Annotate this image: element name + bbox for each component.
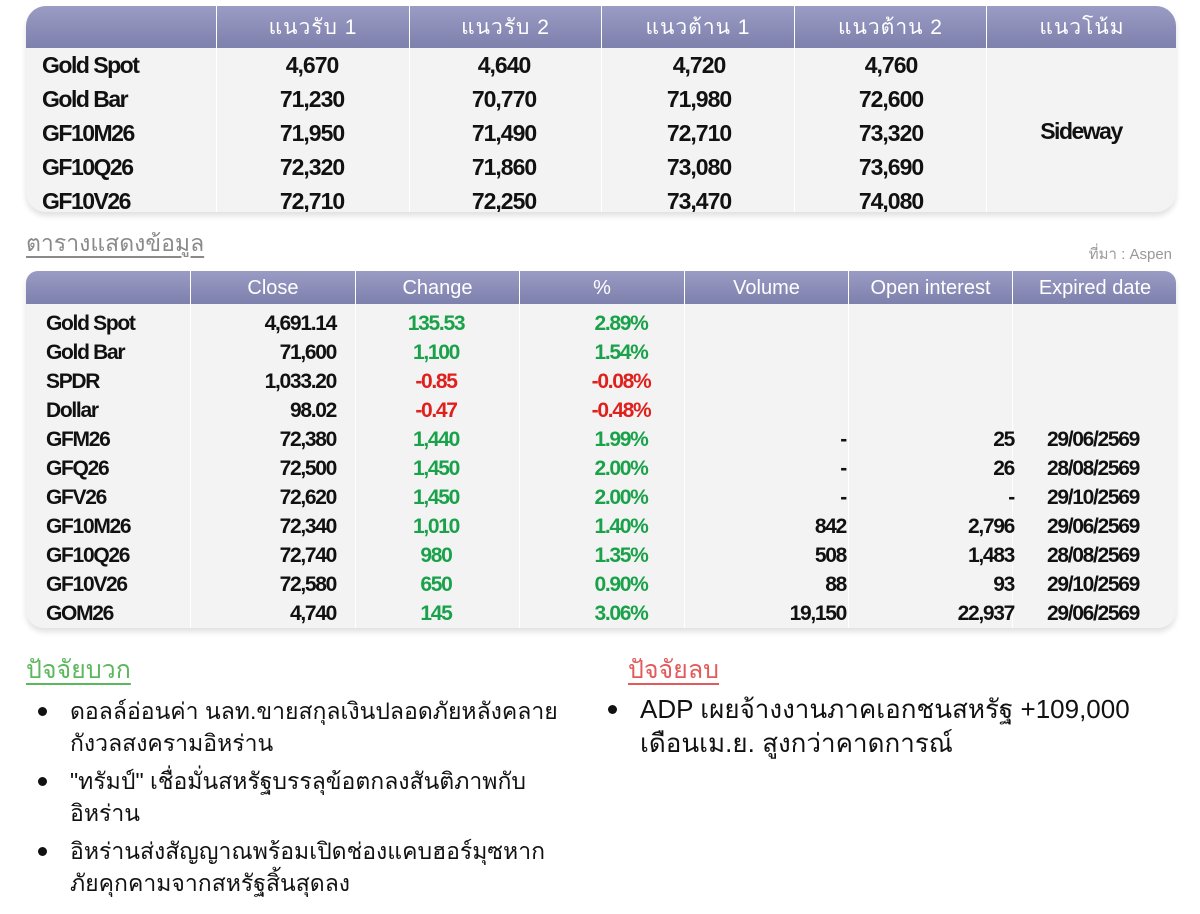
bullet-icon bbox=[38, 847, 47, 856]
change-value: -0.47 bbox=[415, 399, 457, 422]
change-value: 1,010 bbox=[412, 515, 460, 538]
header-expired-date: Expired date bbox=[1012, 271, 1176, 304]
volume-value: - bbox=[840, 486, 846, 509]
header-support-1: แนวรับ 1 bbox=[216, 6, 409, 48]
positive-factors-title: ปัจจัยบวก bbox=[26, 656, 131, 684]
table-row bbox=[26, 599, 1176, 628]
market-data-header bbox=[26, 271, 1176, 304]
table-row bbox=[26, 184, 1176, 212]
volume-value bbox=[716, 338, 846, 367]
resistance-2-value: 74,080 bbox=[858, 188, 924, 212]
volume-value: - bbox=[840, 428, 846, 451]
resistance-2-value: 73,690 bbox=[858, 154, 924, 180]
row-name: GF10V26 bbox=[42, 188, 130, 212]
volume-value: 842 bbox=[814, 515, 846, 538]
open-interest-value: - bbox=[1008, 486, 1014, 509]
expired-date-value: 29/06/2569 bbox=[1046, 515, 1140, 538]
table-row bbox=[26, 396, 1176, 425]
bullet-icon bbox=[38, 777, 47, 786]
support-1-value: 71,950 bbox=[279, 120, 345, 146]
volume-value: - bbox=[840, 457, 846, 480]
volume-value bbox=[716, 309, 846, 338]
support-1-value: 71,230 bbox=[279, 86, 345, 112]
support-2-value: 70,770 bbox=[471, 86, 537, 112]
support-2-value: 71,860 bbox=[471, 154, 537, 180]
resistance-1-value: 73,470 bbox=[666, 188, 732, 212]
list-item bbox=[30, 765, 570, 829]
support-resistance-table bbox=[26, 6, 1176, 212]
open-interest-value: 1,483 bbox=[967, 544, 1014, 567]
header-trend: แนวโน้ม bbox=[986, 6, 1176, 48]
open-interest-value: 25 bbox=[993, 428, 1014, 451]
header-resistance-2: แนวต้าน 2 bbox=[794, 6, 986, 48]
table-row bbox=[26, 48, 1176, 82]
close-value: 1,033.20 bbox=[264, 370, 336, 393]
percent-value: 2.89% bbox=[594, 312, 648, 335]
expired-date-value bbox=[1018, 338, 1168, 367]
row-name: GFV26 bbox=[46, 486, 107, 509]
percent-value: 2.00% bbox=[594, 457, 648, 480]
list-item bbox=[30, 695, 570, 759]
support-resistance-body bbox=[26, 48, 1176, 212]
close-value: 98.02 bbox=[289, 399, 336, 422]
resistance-1-value: 71,980 bbox=[666, 86, 732, 112]
close-value: 72,580 bbox=[279, 573, 336, 596]
support-2-value: 72,250 bbox=[471, 188, 537, 212]
change-value: 145 bbox=[420, 602, 452, 625]
row-name: Dollar bbox=[46, 399, 98, 422]
percent-value: 0.90% bbox=[594, 573, 648, 596]
support-1-value: 72,710 bbox=[279, 188, 345, 212]
change-value: 1,440 bbox=[412, 428, 460, 451]
row-name: GF10Q26 bbox=[42, 154, 133, 180]
resistance-1-value: 72,710 bbox=[666, 120, 732, 146]
open-interest-value bbox=[866, 367, 1014, 396]
market-data-body bbox=[26, 304, 1176, 628]
expired-date-value: 29/10/2569 bbox=[1046, 573, 1140, 596]
expired-date-value bbox=[1018, 396, 1168, 425]
close-value: 72,500 bbox=[279, 457, 336, 480]
table-row bbox=[26, 483, 1176, 512]
open-interest-value bbox=[866, 338, 1014, 367]
header-volume: Volume bbox=[684, 271, 848, 304]
header-resistance-1: แนวต้าน 1 bbox=[601, 6, 794, 48]
expired-date-value bbox=[1018, 309, 1168, 338]
close-value: 72,340 bbox=[279, 515, 336, 538]
table-row bbox=[26, 425, 1176, 454]
header-percent: % bbox=[519, 271, 684, 304]
header-open-interest: Open interest bbox=[848, 271, 1012, 304]
change-value: 980 bbox=[420, 544, 452, 567]
positive-factor-text: ดอลล์อ่อนค่า นลท.ขายสกุลเงินปลอดภัยหลังคลายกังวลสงครามอิหร่าน bbox=[70, 698, 558, 756]
open-interest-value: 26 bbox=[993, 457, 1014, 480]
open-interest-value: 22,937 bbox=[957, 602, 1014, 625]
resistance-1-value: 4,720 bbox=[672, 52, 726, 78]
trend-value: Sideway bbox=[1040, 118, 1122, 144]
bullet-icon bbox=[38, 707, 47, 716]
row-name: GFM26 bbox=[46, 428, 110, 451]
header-support-2: แนวรับ 2 bbox=[409, 6, 601, 48]
percent-value: 1.54% bbox=[594, 341, 648, 364]
expired-date-value: 29/06/2569 bbox=[1046, 602, 1140, 625]
expired-date-value bbox=[1018, 367, 1168, 396]
row-name: Gold Spot bbox=[42, 52, 139, 78]
header-change: Change bbox=[355, 271, 519, 304]
open-interest-value: 2,796 bbox=[967, 515, 1014, 538]
negative-factor-text: ADP เผยจ้างงานภาคเอกชนสหรัฐ +109,000 เดือนเม.ย. สูงกว่าคาดการณ์ bbox=[640, 694, 1130, 758]
table-row bbox=[26, 367, 1176, 396]
table-row bbox=[26, 570, 1176, 599]
percent-value: 2.00% bbox=[594, 486, 648, 509]
open-interest-value bbox=[866, 396, 1014, 425]
change-value: 650 bbox=[420, 573, 452, 596]
row-name: GOM26 bbox=[46, 602, 114, 625]
market-data-table bbox=[26, 271, 1176, 628]
close-value: 4,740 bbox=[289, 602, 336, 625]
close-value: 72,620 bbox=[279, 486, 336, 509]
row-name: GF10M26 bbox=[46, 515, 131, 538]
source-note: ที่มา : Aspen bbox=[1088, 246, 1172, 263]
percent-value: 1.35% bbox=[594, 544, 648, 567]
table-row bbox=[26, 309, 1176, 338]
table-row bbox=[26, 338, 1176, 367]
row-name: Gold Bar bbox=[46, 341, 125, 364]
volume-value bbox=[716, 396, 846, 425]
row-name: SPDR bbox=[46, 370, 100, 393]
row-name: Gold Bar bbox=[42, 86, 128, 112]
resistance-2-value: 72,600 bbox=[858, 86, 924, 112]
bullet-icon bbox=[608, 705, 617, 714]
support-2-value: 4,640 bbox=[477, 52, 531, 78]
row-name: Gold Spot bbox=[46, 312, 135, 335]
positive-factor-text: "ทรัมป์" เชื่อมั่นสหรัฐบรรลุข้อตกลงสันติภาพกับอิหร่าน bbox=[70, 768, 526, 826]
row-name: GF10M26 bbox=[42, 120, 134, 146]
volume-value: 508 bbox=[814, 544, 846, 567]
table-row bbox=[26, 454, 1176, 483]
table-row bbox=[26, 512, 1176, 541]
resistance-2-value: 4,760 bbox=[864, 52, 918, 78]
negative-factors-title: ปัจจัยลบ bbox=[628, 656, 720, 684]
support-1-value: 72,320 bbox=[279, 154, 345, 180]
row-name: GF10Q26 bbox=[46, 544, 130, 567]
header-close: Close bbox=[190, 271, 355, 304]
close-value: 72,740 bbox=[279, 544, 336, 567]
row-name: GF10V26 bbox=[46, 573, 127, 596]
volume-value bbox=[716, 367, 846, 396]
row-name: GFQ26 bbox=[46, 457, 109, 480]
table-row bbox=[26, 82, 1176, 116]
expired-date-value: 29/10/2569 bbox=[1046, 486, 1140, 509]
expired-date-value: 28/08/2569 bbox=[1046, 457, 1140, 480]
open-interest-value bbox=[866, 309, 1014, 338]
open-interest-value: 93 bbox=[993, 573, 1014, 596]
volume-value: 19,150 bbox=[789, 602, 846, 625]
percent-value: -0.08% bbox=[591, 370, 651, 393]
expired-date-value: 28/08/2569 bbox=[1046, 544, 1140, 567]
percent-value: 1.99% bbox=[594, 428, 648, 451]
positive-factors-list bbox=[30, 695, 570, 905]
close-value: 71,600 bbox=[279, 341, 336, 364]
resistance-2-value: 73,320 bbox=[858, 120, 924, 146]
percent-value: -0.48% bbox=[591, 399, 651, 422]
expired-date-value: 29/06/2569 bbox=[1046, 428, 1140, 451]
change-value: 135.53 bbox=[407, 312, 465, 335]
list-item bbox=[30, 835, 570, 899]
percent-value: 3.06% bbox=[594, 602, 648, 625]
list-item bbox=[600, 692, 1160, 760]
support-2-value: 71,490 bbox=[471, 120, 537, 146]
volume-value: 88 bbox=[825, 573, 846, 596]
change-value: -0.85 bbox=[415, 370, 457, 393]
positive-factor-text: อิหร่านส่งสัญญาณพร้อมเปิดช่องแคบฮอร์มุซหากภัยคุกคามจากสหรัฐสิ้นสุดลง bbox=[70, 838, 546, 896]
change-value: 1,100 bbox=[412, 341, 460, 364]
percent-value: 1.40% bbox=[594, 515, 648, 538]
table-row bbox=[26, 541, 1176, 570]
resistance-1-value: 73,080 bbox=[666, 154, 732, 180]
table-caption: ตารางแสดงข้อมูล bbox=[26, 230, 205, 256]
close-value: 4,691.14 bbox=[264, 312, 336, 335]
table-row bbox=[26, 150, 1176, 184]
support-resistance-header bbox=[26, 6, 1176, 48]
close-value: 72,380 bbox=[279, 428, 336, 451]
change-value: 1,450 bbox=[412, 486, 460, 509]
change-value: 1,450 bbox=[412, 457, 460, 480]
negative-factors-list bbox=[600, 692, 1160, 760]
support-1-value: 4,670 bbox=[285, 52, 339, 78]
